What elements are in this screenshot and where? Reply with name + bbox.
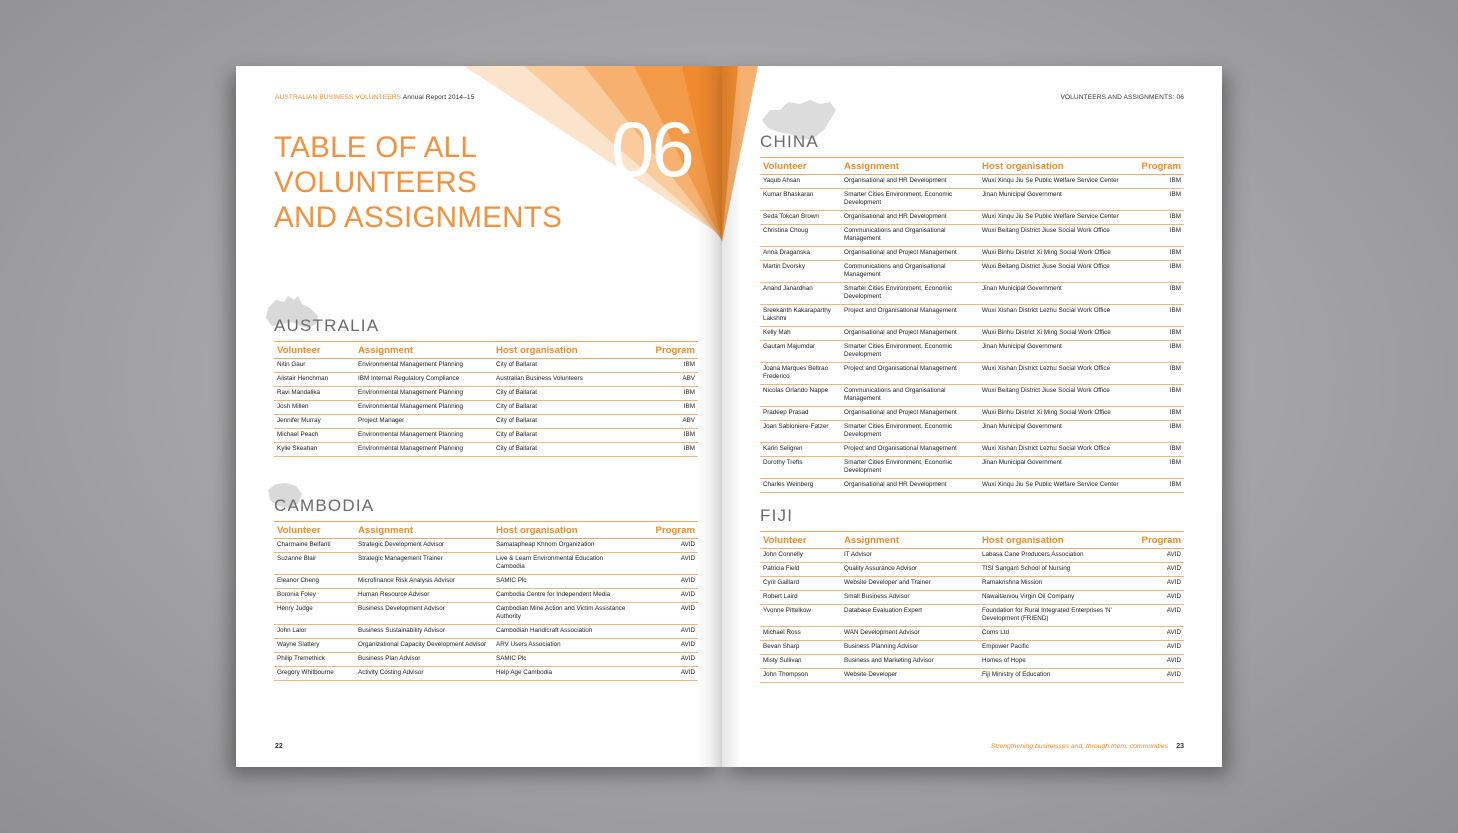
volunteer-table (760, 157, 1184, 493)
assignment-cell: Communications and Organisational Management (841, 261, 979, 283)
section-title: AUSTRALIA (274, 316, 380, 335)
table-row (274, 539, 698, 553)
host-organisation-cell: Coms Ltd (979, 627, 1134, 641)
assignment-cell: Environmental Management Planning (355, 387, 493, 401)
table-row (274, 443, 698, 457)
volunteer-cell: Josh Millen (274, 401, 355, 415)
table-row (760, 175, 1184, 189)
column-header: Host organisation (979, 158, 1134, 175)
program-cell: IBM (633, 429, 698, 443)
volunteer-cell: Christina Choug (760, 225, 841, 247)
assignment-cell: Business Development Advisor (355, 603, 493, 625)
table-row (760, 385, 1184, 407)
program-cell: AVID (633, 667, 698, 681)
assignment-cell: Organizational Capacity Development Advisor (355, 639, 493, 653)
table-row (274, 553, 698, 575)
volunteer-cell: Seda Tokcan Brown (760, 211, 841, 225)
host-organisation-cell: Jinan Municipal Government (979, 457, 1134, 479)
title-line-3: AND ASSIGNMENTS (274, 201, 563, 234)
assignment-cell: Environmental Management Planning (355, 443, 493, 457)
host-organisation-cell: Wuxi Xinqu Jiu Se Public Welfare Service Center (979, 479, 1134, 493)
host-organisation-cell: City of Ballarat (493, 359, 633, 373)
program-cell: IBM (1134, 421, 1184, 443)
volunteer-cell: Patricia Field (760, 563, 841, 577)
assignment-cell: Communications and Organisational Management (841, 385, 979, 407)
volunteer-cell: Charmaine Belfanti (274, 539, 355, 553)
host-organisation-cell: Labasa Cane Producers Association (979, 549, 1134, 563)
assignment-cell: IBM Internal Regulatory Compliance (355, 373, 493, 387)
host-organisation-cell: Jinan Municipal Government (979, 341, 1134, 363)
table-row (274, 625, 698, 639)
volunteer-cell: Henry Judge (274, 603, 355, 625)
program-cell: IBM (1134, 363, 1184, 385)
assignment-cell: Microfinance Risk Analysis Advisor (355, 575, 493, 589)
program-cell: AVID (633, 589, 698, 603)
table-row (274, 429, 698, 443)
column-header: Assignment (355, 522, 493, 539)
host-organisation-cell: Wuxi Xishan District Lezhu Social Work Office (979, 305, 1134, 327)
spine-shadow (722, 66, 742, 767)
assignment-cell: Project and Organisational Management (841, 443, 979, 457)
host-organisation-cell: TISI Sangam School of Nursing (979, 563, 1134, 577)
table-row (760, 211, 1184, 225)
table-row (760, 479, 1184, 493)
host-organisation-cell: ARV Users Association (493, 639, 633, 653)
assignment-cell: Small Business Advisor (841, 591, 979, 605)
volunteer-cell: Anand Janardhan (760, 283, 841, 305)
assignment-cell: IT Advisor (841, 549, 979, 563)
volunteer-cell: Dorothy Trefts (760, 457, 841, 479)
column-header: Assignment (841, 158, 979, 175)
column-header: Program (633, 342, 698, 359)
volunteer-cell: Michael Ross (760, 627, 841, 641)
assignment-cell: Project and Organisational Management (841, 305, 979, 327)
table-row (274, 653, 698, 667)
program-cell: AVID (1134, 655, 1184, 669)
page-number: 23 (1176, 743, 1184, 750)
volunteer-cell: Kelly Mah (760, 327, 841, 341)
section-title: CAMBODIA (274, 496, 375, 515)
host-organisation-cell: Wuxi Xinqu Jiu Se Public Welfare Service Center (979, 211, 1134, 225)
program-cell: AVID (1134, 563, 1184, 577)
column-header: Assignment (355, 342, 493, 359)
volunteer-cell: Bevan Sharp (760, 641, 841, 655)
assignment-cell: WAN Development Advisor (841, 627, 979, 641)
table-row (274, 575, 698, 589)
cambodia-section (274, 496, 698, 681)
table-row (760, 261, 1184, 283)
host-organisation-cell: City of Ballarat (493, 415, 633, 429)
volunteer-cell: Kumar Bhaskaran (760, 189, 841, 211)
host-organisation-cell: Wuxi Beitang District Jiuse Social Work Office (979, 385, 1134, 407)
volunteer-cell: Michael Peach (274, 429, 355, 443)
volunteer-cell: Philip Tremethick (274, 653, 355, 667)
program-cell: IBM (1134, 175, 1184, 189)
host-organisation-cell: Jinan Municipal Government (979, 283, 1134, 305)
column-header: Volunteer (760, 158, 841, 175)
assignment-cell: Smarter Cities Environment, Economic Development (841, 189, 979, 211)
table-row (760, 549, 1184, 563)
host-organisation-cell: Cambodian Mine Action and Victim Assistance Authority (493, 603, 633, 625)
program-cell: IBM (1134, 189, 1184, 211)
host-organisation-cell: Australian Business Volunteers (493, 373, 633, 387)
host-organisation-cell: Wuxi Xinqu Jiu Se Public Welfare Service Center (979, 175, 1134, 189)
volunteer-cell: Pradeep Prasad (760, 407, 841, 421)
assignment-cell: Environmental Management Planning (355, 401, 493, 415)
assignment-cell: Activity Costing Advisor (355, 667, 493, 681)
program-cell: IBM (1134, 211, 1184, 225)
program-cell: AVID (1134, 669, 1184, 683)
program-cell: IBM (1134, 479, 1184, 493)
host-organisation-cell: Live & Learn Environmental Education Cambodia (493, 553, 633, 575)
host-organisation-cell: Wuxi Binhu District Xi Ming Social Work Office (979, 407, 1134, 421)
program-cell: AVID (633, 539, 698, 553)
host-organisation-cell: Cambodian Handicraft Association (493, 625, 633, 639)
assignment-cell: Strategic Development Advisor (355, 539, 493, 553)
left-page (236, 66, 722, 767)
assignment-cell: Website Developer (841, 669, 979, 683)
assignment-cell: Human Resource Advisor (355, 589, 493, 603)
volunteer-cell: Charles Weinberg (760, 479, 841, 493)
volunteer-cell: Wayne Slattery (274, 639, 355, 653)
volunteer-cell: Nitin Gaur (274, 359, 355, 373)
host-organisation-cell: Cambodia Centre for Independent Media (493, 589, 633, 603)
header-report: Annual Report 2014–15 (402, 94, 475, 101)
spine-shadow (696, 66, 722, 767)
program-cell: IBM (1134, 225, 1184, 247)
program-cell: AVID (1134, 549, 1184, 563)
volunteer-table (760, 531, 1184, 683)
host-organisation-cell: City of Ballarat (493, 443, 633, 457)
assignment-cell: Quality Assurance Advisor (841, 563, 979, 577)
volunteer-cell: Yaqub Ahsan (760, 175, 841, 189)
program-cell: AVID (1134, 591, 1184, 605)
right-page (722, 66, 1222, 767)
assignment-cell: Organisational and Project Management (841, 327, 979, 341)
host-organisation-cell: Wuxi Binhu District Xi Ming Social Work Office (979, 327, 1134, 341)
column-header: Volunteer (274, 342, 355, 359)
host-organisation-cell: Wuxi Binhu District Xi Ming Social Work Office (979, 247, 1134, 261)
host-organisation-cell: Fiji Ministry of Education (979, 669, 1134, 683)
volunteer-cell: Boronia Foley (274, 589, 355, 603)
volunteer-cell: Cyril Gaillard (760, 577, 841, 591)
table-row (760, 457, 1184, 479)
program-cell: AVID (633, 603, 698, 625)
volunteer-cell: Jennifer Murray (274, 415, 355, 429)
volunteer-cell: Nicolas Orlando Nappe (760, 385, 841, 407)
host-organisation-cell: Wuxi Xishan District Lezhu Social Work Office (979, 363, 1134, 385)
program-cell: IBM (1134, 385, 1184, 407)
assignment-cell: Website Developer and Trainer (841, 577, 979, 591)
program-cell: AVID (1134, 577, 1184, 591)
column-header: Host organisation (979, 532, 1134, 549)
program-cell: AVID (1134, 641, 1184, 655)
title-line-2: VOLUNTEERS (274, 166, 477, 199)
page-number: 22 (275, 743, 283, 750)
host-organisation-cell: City of Ballarat (493, 429, 633, 443)
table-row (760, 341, 1184, 363)
running-header: VOLUNTEERS AND ASSIGNMENTS: 06 (1060, 94, 1184, 101)
column-header: Volunteer (760, 532, 841, 549)
table-row (760, 407, 1184, 421)
table-row (760, 305, 1184, 327)
volunteer-cell: Robert Laird (760, 591, 841, 605)
column-header: Program (633, 522, 698, 539)
assignment-cell: Smarter Cities Environment, Economic Development (841, 421, 979, 443)
table-row (760, 363, 1184, 385)
volunteer-cell: Anna Draganska (760, 247, 841, 261)
table-row (274, 359, 698, 373)
volunteer-table (274, 341, 698, 457)
volunteer-cell: Gautam Majumdar (760, 341, 841, 363)
program-cell: IBM (633, 401, 698, 415)
host-organisation-cell: Wuxi Beitang District Jiuse Social Work Office (979, 261, 1134, 283)
assignment-cell: Environmental Management Planning (355, 429, 493, 443)
fiji-section (760, 506, 1184, 683)
assignment-cell: Smarter Cities Environment, Economic Development (841, 457, 979, 479)
volunteer-cell: Joan Sabloniere-Fatzer (760, 421, 841, 443)
volunteer-cell: Martin Dvorsky (760, 261, 841, 283)
host-organisation-cell: SAMIC Plc (493, 653, 633, 667)
program-cell: AVID (633, 575, 698, 589)
volunteer-cell: Gregory Whitbourne (274, 667, 355, 681)
host-organisation-cell: Nawaitauvou Virgin Oil Company (979, 591, 1134, 605)
host-organisation-cell: Foundation for Rural Integrated Enterprises 'N' Development (FRIEND) (979, 605, 1134, 627)
table-row (760, 591, 1184, 605)
table-row (760, 669, 1184, 683)
program-cell: IBM (633, 387, 698, 401)
assignment-cell: Database Evaluation Expert (841, 605, 979, 627)
title-line-1: TABLE OF ALL (274, 131, 478, 164)
assignment-cell: Organisational and Project Management (841, 407, 979, 421)
assignment-cell: Business Plan Advisor (355, 653, 493, 667)
table-row (760, 327, 1184, 341)
volunteer-cell: Misty Sullivan (760, 655, 841, 669)
volunteer-cell: Yvonne Pittelkow (760, 605, 841, 627)
section-title: FIJI (760, 506, 794, 525)
assignment-cell: Project and Organisational Management (841, 363, 979, 385)
assignment-cell: Strategic Management Trainer (355, 553, 493, 575)
host-organisation-cell: Jinan Municipal Government (979, 421, 1134, 443)
chapter-number: 06 (611, 105, 692, 193)
table-row (760, 655, 1184, 669)
assignment-cell: Smarter Cities Environment, Economic Development (841, 283, 979, 305)
assignment-cell: Business Sustainability Advisor (355, 625, 493, 639)
table-row (760, 627, 1184, 641)
host-organisation-cell: SAMIC Plc (493, 575, 633, 589)
program-cell: AVID (1134, 605, 1184, 627)
host-organisation-cell: Empower Pacific (979, 641, 1134, 655)
table-row (274, 387, 698, 401)
table-row (274, 589, 698, 603)
assignment-cell: Environmental Management Planning (355, 359, 493, 373)
host-organisation-cell: City of Ballarat (493, 401, 633, 415)
volunteer-cell: Joana Marques Beltrao Frederico (760, 363, 841, 385)
assignment-cell: Smarter Cities Environment, Economic Development (841, 341, 979, 363)
column-header: Host organisation (493, 522, 633, 539)
host-organisation-cell: Wuxi Xishan District Lezhu Social Work Office (979, 443, 1134, 457)
program-cell: IBM (1134, 443, 1184, 457)
host-organisation-cell: Homes of Hope (979, 655, 1134, 669)
host-organisation-cell: Samatapheap Khnom Organization (493, 539, 633, 553)
assignment-cell: Organisational and HR Development (841, 175, 979, 189)
assignment-cell: Organisational and Project Management (841, 247, 979, 261)
program-cell: IBM (1134, 407, 1184, 421)
australia-section (274, 316, 698, 457)
program-cell: IBM (633, 443, 698, 457)
volunteer-cell: Sreekanth Kakaraparthy Lakshmi (760, 305, 841, 327)
host-organisation-cell: Help Age Cambodia (493, 667, 633, 681)
china-section (760, 132, 1184, 493)
running-header (275, 94, 474, 101)
host-organisation-cell: Wuxi Beitang District Jiuse Social Work Office (979, 225, 1134, 247)
table-row (760, 605, 1184, 627)
column-header: Volunteer (274, 522, 355, 539)
program-cell: ABV (633, 373, 698, 387)
program-cell: IBM (1134, 305, 1184, 327)
volunteer-cell: Ravi Mandalika (274, 387, 355, 401)
column-header: Host organisation (493, 342, 633, 359)
column-header: Program (1134, 158, 1184, 175)
column-header: Program (1134, 532, 1184, 549)
assignment-cell: Project Manager (355, 415, 493, 429)
program-cell: IBM (1134, 327, 1184, 341)
program-cell: IBM (633, 359, 698, 373)
table-row (274, 373, 698, 387)
table-row (274, 415, 698, 429)
program-cell: IBM (1134, 341, 1184, 363)
assignment-cell: Organisational and HR Development (841, 211, 979, 225)
table-row (760, 283, 1184, 305)
host-organisation-cell: Jinan Municipal Government (979, 189, 1134, 211)
table-row (760, 225, 1184, 247)
page-title (274, 130, 562, 235)
table-row (760, 247, 1184, 261)
table-row (760, 577, 1184, 591)
host-organisation-cell: City of Ballarat (493, 387, 633, 401)
program-cell: AVID (633, 653, 698, 667)
table-row (274, 639, 698, 653)
volunteer-cell: John Lalor (274, 625, 355, 639)
table-row (274, 603, 698, 625)
column-header: Assignment (841, 532, 979, 549)
assignment-cell: Communications and Organisational Management (841, 225, 979, 247)
assignment-cell: Business Planning Advisor (841, 641, 979, 655)
table-row (760, 421, 1184, 443)
volunteer-cell: Suzanne Blair (274, 553, 355, 575)
volunteer-cell: Kylie Skeahan (274, 443, 355, 457)
table-row (760, 189, 1184, 211)
program-cell: IBM (1134, 457, 1184, 479)
program-cell: AVID (1134, 627, 1184, 641)
program-cell: IBM (1134, 261, 1184, 283)
section-title: CHINA (760, 132, 819, 151)
volunteer-cell: Karin Seligren (760, 443, 841, 457)
table-row (760, 443, 1184, 457)
volunteer-cell: Alistair Henchman (274, 373, 355, 387)
table-row (760, 563, 1184, 577)
table-row (760, 641, 1184, 655)
program-cell: AVID (633, 625, 698, 639)
volunteer-cell: Eleanor Cheng (274, 575, 355, 589)
program-cell: AVID (633, 639, 698, 653)
host-organisation-cell: Ramakrishna Mission (979, 577, 1134, 591)
program-cell: ABV (633, 415, 698, 429)
table-row (274, 401, 698, 415)
assignment-cell: Business and Marketing Advisor (841, 655, 979, 669)
program-cell: IBM (1134, 283, 1184, 305)
assignment-cell: Organisational and HR Development (841, 479, 979, 493)
program-cell: AVID (633, 553, 698, 575)
table-row (274, 667, 698, 681)
volunteer-cell: John Connelly (760, 549, 841, 563)
program-cell: IBM (1134, 247, 1184, 261)
volunteer-table (274, 521, 698, 681)
footer-tagline: Strengthening businesses and, through them, communities (990, 743, 1168, 750)
volunteer-cell: John Thompson (760, 669, 841, 683)
header-org: AUSTRALIAN BUSINESS VOLUNTEERS (275, 94, 402, 101)
